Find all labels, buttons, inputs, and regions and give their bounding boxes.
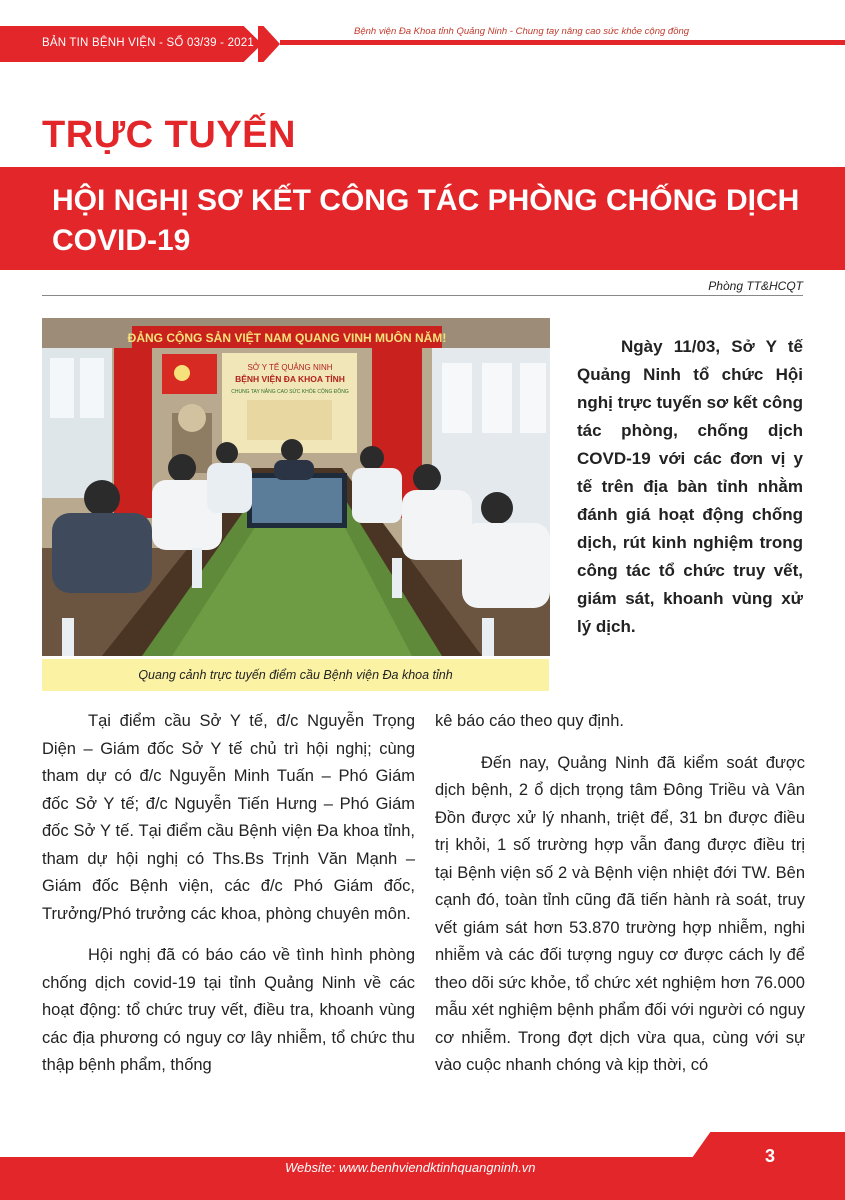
body-paragraph-continued: kê báo cáo theo quy định.	[435, 712, 624, 730]
body-paragraph: Đến nay, Quảng Ninh đã kiểm soát được dịch bệnh, 2 ổ dịch trọng tâm Đông Triều và Vân Đồn được xử lý nhanh, triệt để, 31 bn được điều trị khỏi, 1 số trường hợp vẫn đang được điều trị tại Bệnh viện số 2 và Bệnh viện nhiệt đới TW. Bên cạnh đó, toàn tỉnh cũng đã tiến hành rà soát, truy vết giám sát hơn 53.870 trường hợp nhiễm, nghi nhiễm và các đối tượng nguy cơ được cách ly để theo dõi sức khỏe, tổ chức xét nghiệm hơn 76.000 mẫu xét nghiệm bệnh phẩm đối với người có nguy cơ nhiễm. Trong đợt dịch vừa qua, cùng với sự vào cuộc nhanh chóng và kịp thời, có	[435, 753, 805, 1074]
body-column-right	[435, 708, 805, 1094]
article-headline: HỘI NGHỊ SƠ KẾT CÔNG TÁC PHÒNG CHỐNG DỊCH COVID-19	[52, 184, 800, 257]
body-column-left	[42, 708, 415, 1094]
footer-website[interactable]: Website: www.benhviendktinhquangninh.vn	[285, 1160, 536, 1175]
photo-banner-text: ĐẢNG CỘNG SẢN VIỆT NAM QUANG VINH MUÔN NĂM!	[127, 331, 447, 345]
conference-photo	[42, 318, 550, 656]
page-number: 3	[765, 1146, 776, 1166]
body-paragraph: Hội nghị đã có báo cáo về tình hình phòng chống dịch covid-19 tại tỉnh Quảng Ninh về các hoạt động: tổ chức truy vết, điều tra, khoanh vùng các địa phương có nguy cơ lây nhiễm, tổ chức thu thập bệnh phẩm, thống	[42, 946, 415, 1074]
photo-caption: Quang cảnh trực tuyến điểm cầu Bệnh viện Đa khoa tỉnh	[138, 668, 453, 682]
header-chevron	[258, 26, 280, 62]
department-rule	[42, 295, 803, 296]
photo-sign-line3: CHUNG TAY NÂNG CAO SỨC KHỎE CỘNG ĐỒNG	[231, 389, 349, 395]
issue-label: BẢN TIN BỆNH VIỆN - SỐ 03/39 - 2021	[42, 37, 254, 49]
lead-text: Ngày 11/03, Sở Y tế Quảng Ninh tổ chức Hội nghị trực tuyến sơ kết công tác phòng, chống dịch COVD-19 với các đơn vị y tế trên địa bàn tỉnh nhằm đánh giá hoạt động chống dịch, rút kinh nghiệm trong công tác tổ chức truy vết, giám sát, khoanh vùng xử lý dịch.	[577, 337, 803, 636]
article-lead	[577, 333, 803, 641]
body-paragraph: Tại điểm cầu Sở Y tế, đ/c Nguyễn Trọng Diện – Giám đốc Sở Y tế chủ trì hội nghị; cùng tham dự có đ/c Nguyễn Minh Tuấn – Phó Giám đốc Sở Y tế; đ/c Nguyễn Tiến Hưng – Phó Giám đốc Sở Y tế. Tại điểm cầu Bệnh viện Đa khoa tỉnh, tham dự hội nghị có Ths.Bs Trịnh Văn Mạnh – Giám đốc Bệnh viện, các đ/c Phó Giám đốc, Trưởng/Phó trưởng các khoa, phòng chuyên môn.	[42, 712, 415, 923]
article-department: Phòng TT&HCQT	[708, 279, 803, 293]
header-rule	[280, 40, 845, 45]
header-tagline: Bệnh viện Đa Khoa tỉnh Quảng Ninh - Chung tay nâng cao sức khỏe cộng đồng	[354, 26, 690, 37]
article-kicker: TRỰC TUYẾN	[42, 114, 296, 156]
photo-sign-line2: BỆNH VIỆN ĐA KHOA TỈNH	[235, 374, 345, 384]
photo-sign-line1: SỞ Y TẾ QUẢNG NINH	[247, 363, 333, 372]
